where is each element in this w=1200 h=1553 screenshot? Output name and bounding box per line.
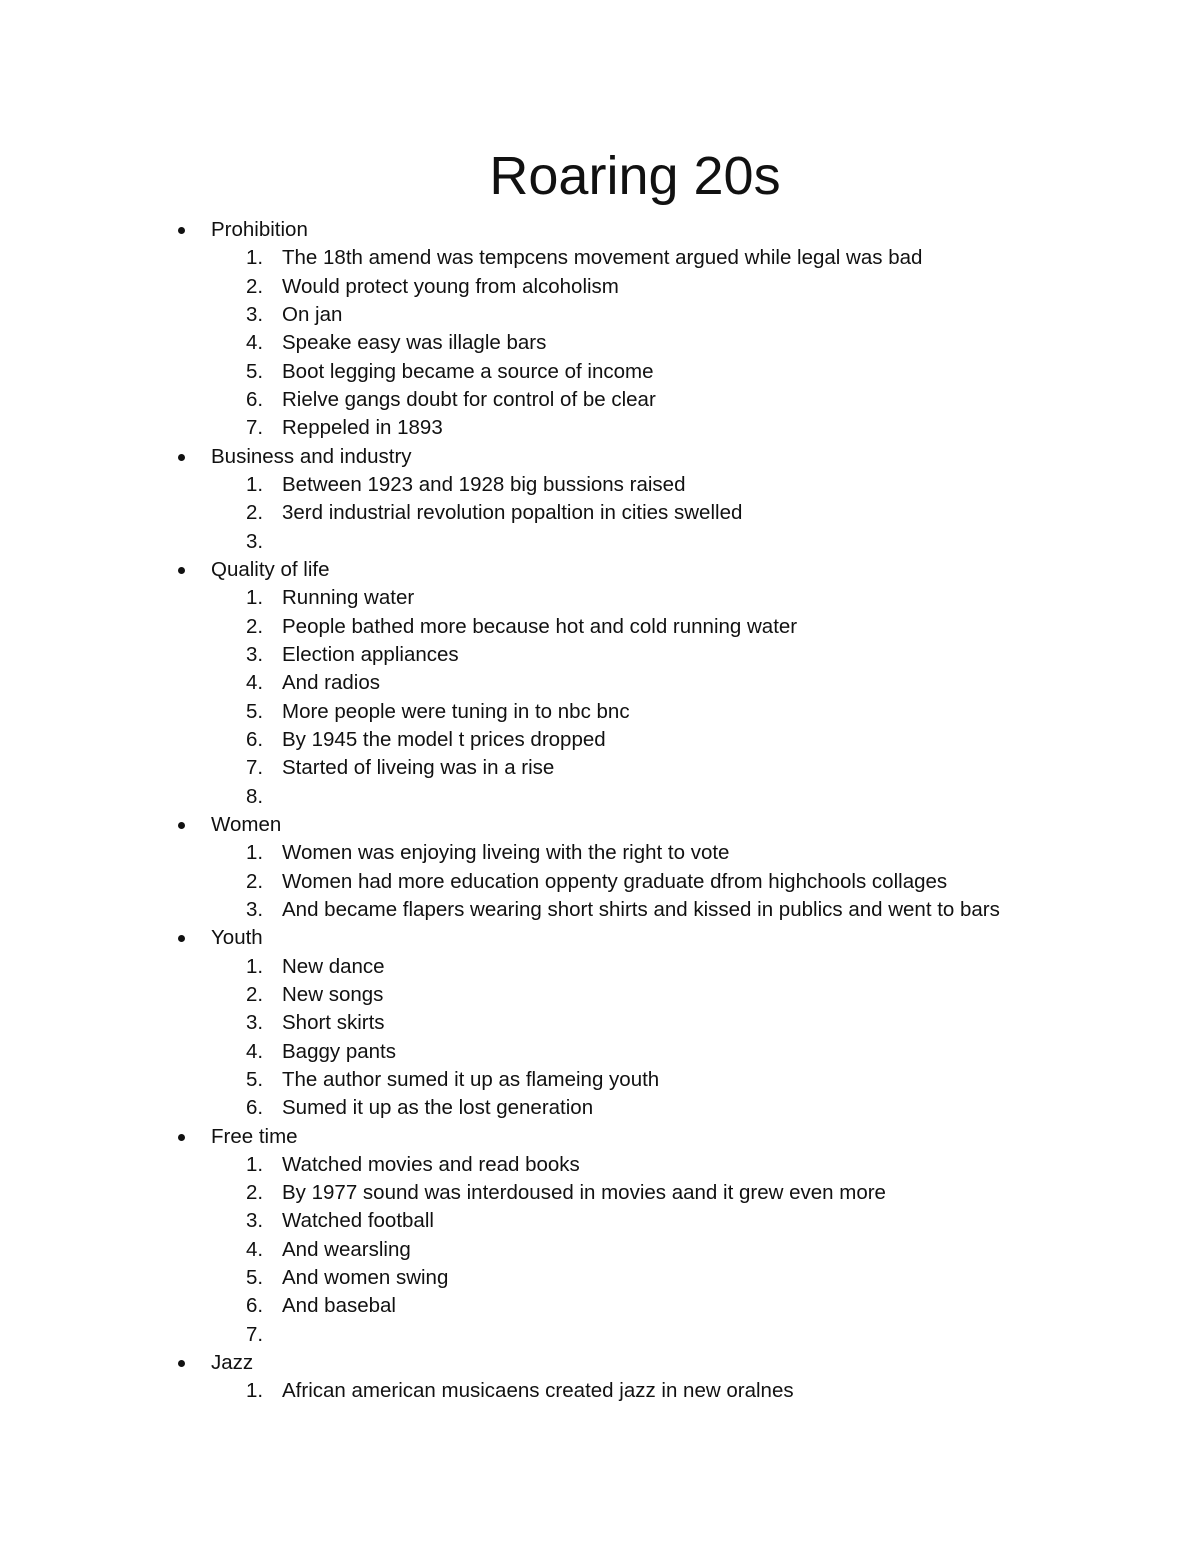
list-item-text: Would protect young from alcoholism bbox=[282, 274, 619, 298]
bullet-icon bbox=[178, 567, 185, 574]
section-heading-row bbox=[0, 443, 1200, 471]
list-item-text: More people were tuning in to nbc bnc bbox=[282, 699, 630, 723]
list-item-text: 3erd industrial revolution popaltion in cities swelled bbox=[282, 501, 743, 525]
list-item-number: 7. bbox=[246, 756, 264, 780]
list-item-text: The 18th amend was tempcens movement argued while legal was bad bbox=[282, 246, 923, 270]
list-item-text: And became flapers wearing short shirts and kissed in publics and went to bars bbox=[282, 897, 1000, 921]
list-item-text: New dance bbox=[282, 954, 385, 978]
list-item-text: Running water bbox=[282, 586, 415, 610]
section-heading: Business and industry bbox=[211, 444, 412, 468]
list-item-number: 5. bbox=[246, 699, 264, 723]
list-item-number: 2. bbox=[246, 982, 264, 1006]
list-item-number: 2. bbox=[246, 1181, 264, 1205]
list-item-text: People bathed more because hot and cold running water bbox=[282, 614, 798, 638]
list-item bbox=[0, 1207, 1200, 1235]
list-item bbox=[0, 499, 1200, 527]
list-item-text: Election appliances bbox=[282, 642, 459, 666]
list-item bbox=[0, 726, 1200, 754]
list-item-text: Reppeled in 1893 bbox=[282, 416, 443, 440]
list-item bbox=[0, 669, 1200, 697]
list-item-number: 3. bbox=[246, 642, 264, 666]
list-item bbox=[0, 783, 1200, 811]
list-item-text: Baggy pants bbox=[282, 1039, 396, 1063]
list-item-text: The author sumed it up as flameing youth bbox=[282, 1067, 660, 1091]
list-item-text: And basebal bbox=[282, 1294, 396, 1318]
list-item-number: 7. bbox=[246, 416, 264, 440]
list-item-number: 2. bbox=[246, 869, 264, 893]
list-item bbox=[0, 414, 1200, 442]
bullet-icon bbox=[178, 935, 185, 942]
section-heading-row bbox=[0, 556, 1200, 584]
list-item bbox=[0, 1179, 1200, 1207]
list-item-text: Rielve gangs doubt for control of be clear bbox=[282, 387, 656, 411]
list-item-number: 1. bbox=[246, 246, 264, 270]
list-item bbox=[0, 1292, 1200, 1320]
list-item bbox=[0, 471, 1200, 499]
list-item bbox=[0, 868, 1200, 896]
list-item-text: And wearsling bbox=[282, 1237, 411, 1261]
list-item-number: 1. bbox=[246, 841, 264, 865]
list-item bbox=[0, 1066, 1200, 1094]
list-item-number: 5. bbox=[246, 1067, 264, 1091]
list-item-text: Started of liveing was in a rise bbox=[282, 756, 555, 780]
bullet-icon bbox=[178, 1360, 185, 1367]
section-heading: Jazz bbox=[211, 1351, 254, 1375]
list-item bbox=[0, 953, 1200, 981]
list-item bbox=[0, 981, 1200, 1009]
bullet-icon bbox=[178, 454, 185, 461]
list-item-text: And radios bbox=[282, 671, 381, 695]
bullet-icon bbox=[178, 822, 185, 829]
list-item bbox=[0, 528, 1200, 556]
list-item-text: Speake easy was illagle bars bbox=[282, 331, 547, 355]
list-item bbox=[0, 386, 1200, 414]
list-item bbox=[0, 244, 1200, 272]
list-item-text: Women had more education oppenty graduate dfrom highchools collages bbox=[282, 869, 948, 893]
list-item-text: Sumed it up as the lost generation bbox=[282, 1096, 594, 1120]
list-item bbox=[0, 754, 1200, 782]
list-item bbox=[0, 273, 1200, 301]
list-item-text: Boot legging became a source of income bbox=[282, 359, 654, 383]
list-item-number: 5. bbox=[246, 359, 264, 383]
list-item-text: Watched movies and read books bbox=[282, 1152, 580, 1176]
list-item bbox=[0, 839, 1200, 867]
list-item-text: By 1945 the model t prices dropped bbox=[282, 727, 606, 751]
list-item-number: 1. bbox=[246, 954, 264, 978]
list-item bbox=[0, 1264, 1200, 1292]
list-item-number: 3. bbox=[246, 302, 264, 326]
list-item-number: 8. bbox=[246, 784, 264, 808]
list-item-number: 7. bbox=[246, 1322, 264, 1346]
section-heading-row bbox=[0, 811, 1200, 839]
section-heading: Youth bbox=[211, 926, 263, 950]
list-item-number: 4. bbox=[246, 1237, 264, 1261]
list-item-text: On jan bbox=[282, 302, 343, 326]
list-item bbox=[0, 1038, 1200, 1066]
list-item-text: By 1977 sound was interdoused in movies aand it grew even more bbox=[282, 1181, 886, 1205]
section-heading: Women bbox=[211, 812, 282, 836]
list-item bbox=[0, 1009, 1200, 1037]
list-item-text: New songs bbox=[282, 982, 384, 1006]
list-item bbox=[0, 358, 1200, 386]
list-item-number: 4. bbox=[246, 1039, 264, 1063]
list-item bbox=[0, 1236, 1200, 1264]
list-item bbox=[0, 584, 1200, 612]
list-item bbox=[0, 1321, 1200, 1349]
list-item-number: 6. bbox=[246, 387, 264, 411]
list-item-number: 3. bbox=[246, 529, 264, 553]
section-heading: Prohibition bbox=[211, 218, 308, 241]
list-item-text: Between 1923 and 1928 big bussions raised bbox=[282, 472, 686, 496]
section-heading-row bbox=[0, 1349, 1200, 1377]
list-item-text: Watched football bbox=[282, 1209, 434, 1233]
list-item-text: Women was enjoying liveing with the right to vote bbox=[282, 841, 730, 865]
list-item-number: 1. bbox=[246, 472, 264, 496]
list-item bbox=[0, 1377, 1200, 1405]
list-item-number: 1. bbox=[246, 1379, 264, 1403]
section-heading-row bbox=[0, 1123, 1200, 1151]
list-item-number: 2. bbox=[246, 501, 264, 525]
section-heading: Quality of life bbox=[211, 557, 330, 581]
list-item-number: 2. bbox=[246, 274, 264, 298]
document-title: Roaring 20s bbox=[489, 146, 781, 206]
list-item-number: 6. bbox=[246, 1096, 264, 1120]
bullet-icon bbox=[178, 1134, 185, 1141]
list-item-number: 4. bbox=[246, 671, 264, 695]
section-heading-row bbox=[0, 924, 1200, 952]
list-item-number: 4. bbox=[246, 331, 264, 355]
list-item bbox=[0, 641, 1200, 669]
list-item-number: 3. bbox=[246, 1209, 264, 1233]
list-item-number: 6. bbox=[246, 1294, 264, 1318]
list-item-text: And women swing bbox=[282, 1266, 449, 1290]
list-item-number: 3. bbox=[246, 897, 264, 921]
list-item-number: 1. bbox=[246, 1152, 264, 1176]
list-item-number: 1. bbox=[246, 586, 264, 610]
list-item-number: 2. bbox=[246, 614, 264, 638]
list-item bbox=[0, 1094, 1200, 1122]
list-item-number: 3. bbox=[246, 1011, 264, 1035]
list-item-text: African american musicaens created jazz in new oralnes bbox=[282, 1379, 794, 1403]
section-heading-row bbox=[0, 216, 1200, 244]
list-item bbox=[0, 613, 1200, 641]
list-item bbox=[0, 329, 1200, 357]
list-item-number: 5. bbox=[246, 1266, 264, 1290]
list-item bbox=[0, 698, 1200, 726]
list-item-text: Short skirts bbox=[282, 1011, 385, 1035]
section-heading: Free time bbox=[211, 1124, 298, 1148]
outline-list bbox=[0, 216, 1200, 1406]
list-item bbox=[0, 1151, 1200, 1179]
list-item bbox=[0, 301, 1200, 329]
list-item-number: 6. bbox=[246, 727, 264, 751]
list-item bbox=[0, 896, 1200, 924]
bullet-icon bbox=[178, 227, 185, 234]
